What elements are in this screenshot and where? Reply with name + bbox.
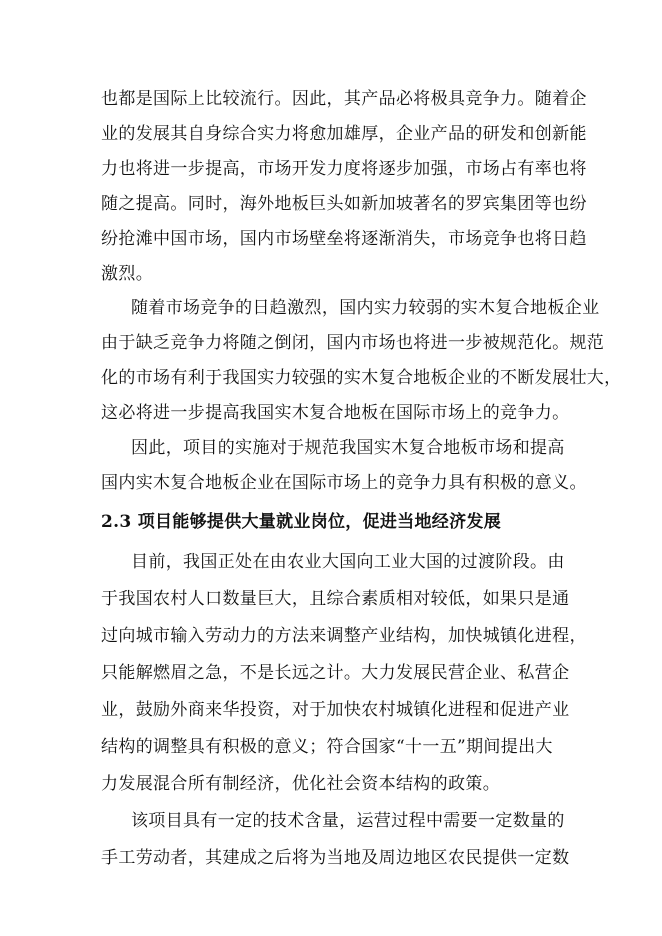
text-line: 该项目具有一定的技术含量，运营过程中需要一定数量的 — [131, 811, 565, 831]
text-line: 因此，项目的实施对于规范我国实木复合地板市场和提高 — [131, 438, 565, 458]
text-line: 化的市场有利于我国实力较强的实木复合地板企业的不断发展壮大， — [101, 368, 622, 388]
text-line: 只能解燃眉之急，不是长远之计。大力发展民营企业、私营企 — [101, 663, 570, 683]
text-line: 随之提高。同时，海外地板巨头如新加坡著名的罗宾集团等也纷 — [101, 194, 587, 214]
text-line: 激烈。 — [101, 264, 154, 284]
text-line: 于我国农村人口数量巨大，且综合素质相对较低，如果只是通 — [101, 589, 570, 609]
text-line: 手工劳动者，其建成之后将为当地及周边地区农民提供一定数 — [101, 848, 570, 868]
text-line: 业，鼓励外商来华投资，对于加快农村城镇化进程和促进产业 — [101, 700, 570, 720]
text-line: 由于缺乏竞争力将随之倒闭，国内市场也将进一步被规范化。规范 — [101, 333, 605, 353]
section-heading: 2.3 项目能够提供大量就业岗位，促进当地经济发展 — [101, 512, 501, 532]
text-line: 目前，我国正处在由农业大国向工业大国的过渡阶段。由 — [131, 552, 565, 572]
text-line: 力也将进一步提高，市场开发力度将逐步加强，市场占有率也将 — [101, 159, 587, 179]
text-line: 业的发展其自身综合实力将愈加雄厚，企业产品的研发和创新能 — [101, 124, 587, 144]
text-line: 这必将进一步提高我国实木复合地板在国际市场上的竞争力。 — [101, 403, 570, 423]
text-line: 过向城市输入劳动力的方法来调整产业结构，加快城镇化进程， — [101, 626, 587, 646]
text-line: 结构的调整具有积极的意义；符合国家“十一五”期间提出大 — [101, 737, 553, 757]
text-line: 国内实木复合地板企业在国际市场上的竞争力具有积极的意义。 — [101, 473, 587, 493]
text-line: 力发展混合所有制经济，优化社会资本结构的政策。 — [101, 774, 501, 794]
text-line: 纷抢滩中国市场，国内市场壁垒将逐渐消失，市场竞争也将日趋 — [101, 229, 587, 249]
text-line: 随着市场竞争的日趋激烈，国内实力较弱的实木复合地板企业 — [131, 298, 600, 318]
text-line: 也都是国际上比较流行。因此，其产品必将极具竞争力。随着企 — [101, 89, 587, 109]
